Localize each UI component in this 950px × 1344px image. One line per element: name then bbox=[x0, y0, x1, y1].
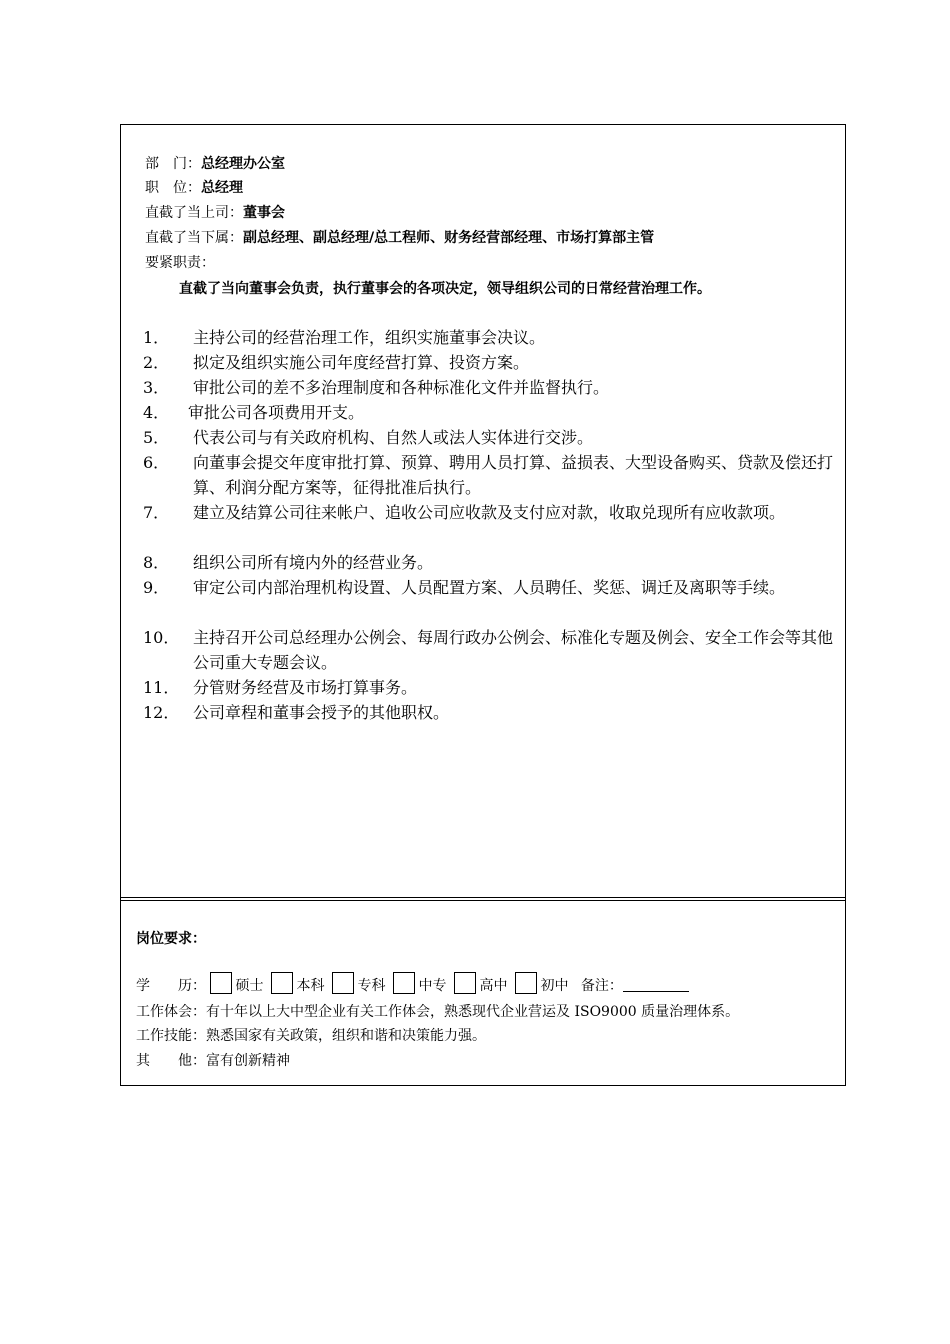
education-option[interactable] bbox=[515, 972, 568, 996]
department-value: 总经理办公室 bbox=[201, 156, 285, 172]
education-option-label: 本科 bbox=[296, 978, 325, 994]
duty-text: 分管财务经营及市场打算事务。 bbox=[193, 678, 418, 697]
duties-label: 要紧职责： bbox=[145, 255, 215, 271]
education-option-label: 中专 bbox=[418, 978, 447, 994]
duties-summary: 直截了当向董事会负责，执行董事会的各项决定，领导组织公司的日常经营治理工作。 bbox=[179, 281, 711, 297]
duty-number: 1． bbox=[143, 328, 170, 347]
note-label: 备注： bbox=[580, 978, 623, 994]
duty-text: 代表公司与有关政府机构、自然人或法人实体进行交涉。 bbox=[193, 428, 594, 447]
position-value: 总经理 bbox=[201, 180, 243, 196]
subordinate-value: 副总经理、副总经理/总工程师、财务经营部经理、市场打算部主管 bbox=[243, 230, 655, 246]
note-blank[interactable] bbox=[623, 977, 689, 992]
duty-number: 5． bbox=[143, 428, 170, 447]
education-option[interactable] bbox=[393, 972, 446, 996]
education-option-label: 硕士 bbox=[235, 978, 264, 994]
education-options bbox=[210, 978, 576, 994]
duty-text: 审批公司的差不多治理制度和各种标准化文件并监督执行。 bbox=[193, 378, 610, 397]
checkbox[interactable] bbox=[515, 972, 537, 994]
education-label: 学 历： bbox=[136, 978, 206, 994]
education-option-label: 专科 bbox=[357, 978, 386, 994]
job-description-table bbox=[120, 124, 846, 1086]
duty-number: 2． bbox=[143, 353, 170, 372]
duty-text: 建立及结算公司往来帐户、追收公司应收款及支付应对款，收取兑现所有应收款项。 bbox=[193, 503, 786, 522]
skills-row: 工作技能：熟悉国家有关政策，组织和谐和决策能力强。 bbox=[136, 1028, 486, 1044]
checkbox[interactable] bbox=[454, 972, 476, 994]
education-option-label: 初中 bbox=[540, 978, 569, 994]
requirements-title: 岗位要求： bbox=[136, 931, 206, 947]
experience-row: 工作体会：有十年以上大中型企业有关工作体会，熟悉现代企业营运及 ISO9000 质量治理体系。 bbox=[136, 1004, 740, 1020]
duty-number: 4． bbox=[143, 403, 170, 422]
checkbox[interactable] bbox=[393, 972, 415, 994]
checkbox[interactable] bbox=[332, 972, 354, 994]
duty-text: 主持公司的经营治理工作，组织实施董事会决议。 bbox=[193, 328, 546, 347]
education-option-label: 高中 bbox=[479, 978, 508, 994]
duty-text: 向董事会提交年度审批打算、预算、聘用人员打算、益损表、大型设备购买、贷款及偿还打算、利润分配方案等，征得批准后执行。 bbox=[193, 453, 834, 497]
duty-number: 9． bbox=[143, 578, 170, 597]
superior-row bbox=[145, 203, 285, 223]
department-label: 部 门： bbox=[145, 156, 201, 172]
duty-text: 主持召开公司总经理办公例会、每周行政办公例会、标准化专题及例会、安全工作会等其他公司重大专题会议。 bbox=[193, 628, 834, 672]
position-label: 职 位： bbox=[145, 180, 201, 196]
position-row bbox=[145, 178, 243, 198]
duty-text: 拟定及组织实施公司年度经营打算、投资方案。 bbox=[193, 353, 530, 372]
duty-number: 3． bbox=[143, 378, 170, 397]
duty-number: 11． bbox=[143, 678, 180, 697]
duty-text: 审定公司内部治理机构设置、人员配置方案、人员聘任、奖惩、调迁及离职等手续。 bbox=[193, 578, 786, 597]
superior-label: 直截了当上司： bbox=[145, 205, 243, 221]
other-row: 其 他：富有创新精神 bbox=[136, 1053, 290, 1069]
education-option[interactable] bbox=[332, 972, 385, 996]
duty-text: 公司章程和董事会授予的其他职权。 bbox=[193, 703, 450, 722]
education-row bbox=[136, 972, 689, 996]
duty-number: 7． bbox=[143, 503, 170, 522]
superior-value: 董事会 bbox=[243, 205, 285, 221]
duty-text: 审批公司各项费用开支。 bbox=[188, 403, 365, 422]
department-row bbox=[145, 154, 285, 174]
duty-text: 组织公司所有境内外的经营业务。 bbox=[193, 553, 434, 572]
duty-number: 12． bbox=[143, 703, 180, 722]
checkbox[interactable] bbox=[210, 972, 232, 994]
education-option[interactable] bbox=[271, 972, 324, 996]
section-divider-inner bbox=[121, 900, 845, 901]
duty-number: 8． bbox=[143, 553, 170, 572]
subordinate-label: 直截了当下属： bbox=[145, 230, 243, 246]
education-option[interactable] bbox=[454, 972, 507, 996]
duty-number: 10． bbox=[143, 628, 180, 647]
section-divider bbox=[121, 897, 845, 898]
education-option[interactable] bbox=[210, 972, 263, 996]
duty-number: 6． bbox=[143, 453, 170, 472]
checkbox[interactable] bbox=[271, 972, 293, 994]
subordinate-row bbox=[145, 228, 654, 248]
